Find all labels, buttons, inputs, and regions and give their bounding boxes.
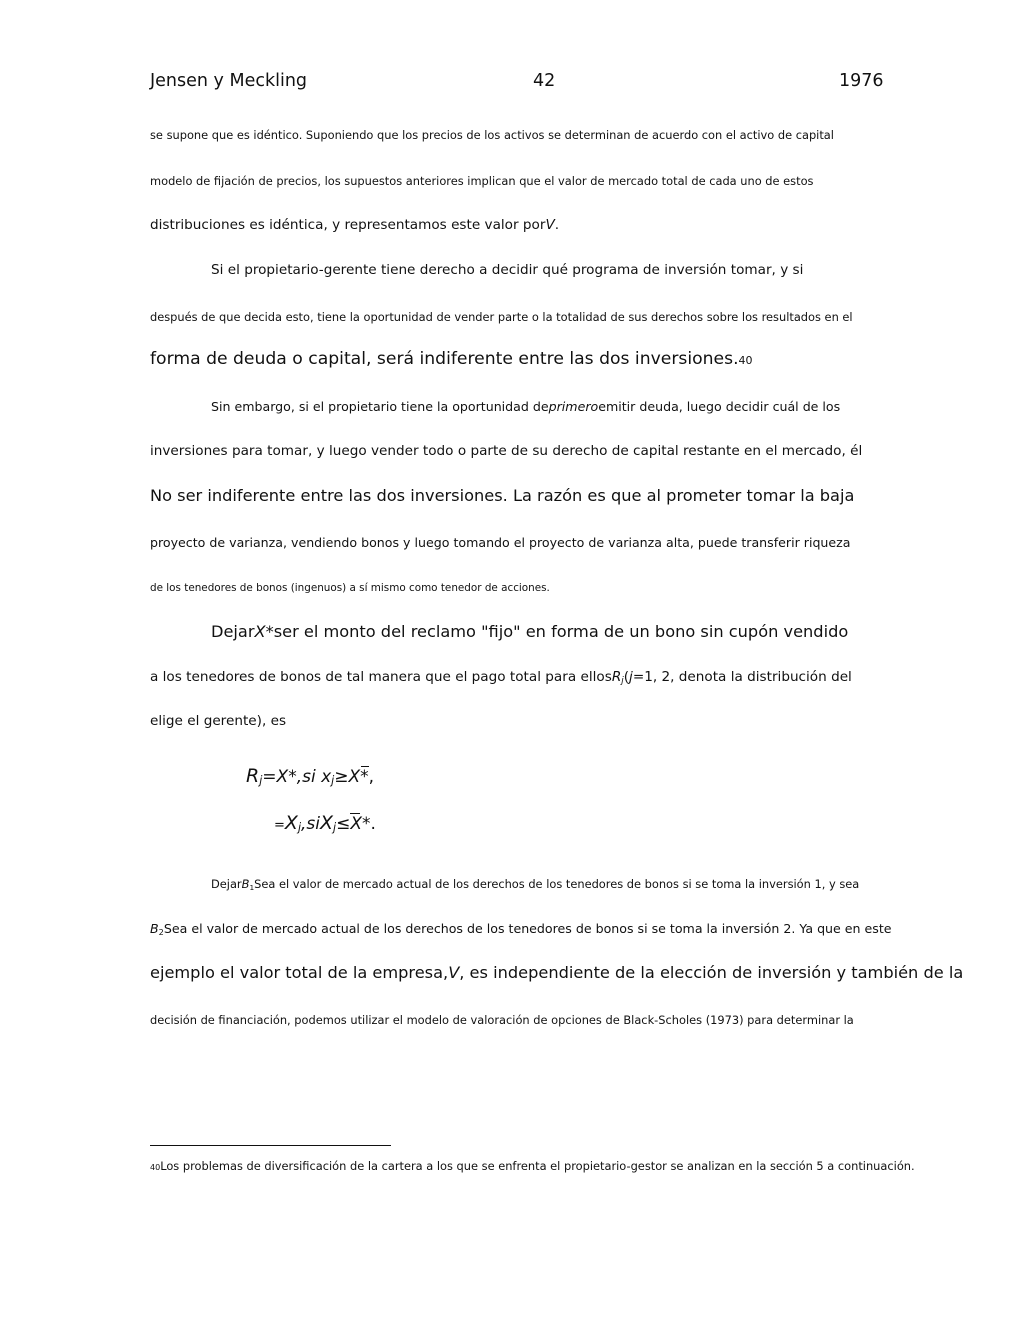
page-number: 42 — [533, 71, 556, 91]
text-line-10: proyecto de varianza, vendiendo bonos y luego tomando el proyecto de varianza alta, puede transferir riqueza — [150, 535, 851, 550]
footnote-separator — [150, 1145, 391, 1146]
overbar-2 — [350, 813, 360, 814]
text-line-3: distribuciones es idéntica, y representamos este valor porV. — [150, 217, 560, 233]
text-line-18: ejemplo el valor total de la empresa,V, es independiente de la elección de inversión y también de la — [150, 963, 964, 982]
running-header-year: 1976 — [839, 71, 884, 91]
footnote-number: 40 — [150, 1163, 161, 1172]
text-line-2: modelo de fijación de precios, los supuestos anteriores implican que el valor de mercado total de cada uno de estos — [150, 174, 814, 188]
text-line-17: $B_2Sea$ el valor de mercado actual de los derechos de los tenedores de bonos si se toma la inversión 2. Ya que en este — [150, 921, 892, 937]
text-line-6: forma de deuda o capital, será indiferente entre las dos inversiones.40 — [150, 349, 753, 369]
text-line-11: de los tenedores de bonos (ingenuos) a sí mismo como tenedor de acciones. — [150, 582, 550, 594]
text-line-1: se supone que es idéntico. Suponiendo que los precios de los activos se determinan de acuerdo con el activo de capital — [150, 128, 834, 142]
footnote-40: 40Los problemas de diversificación de la cartera a los que se enfrenta el propietario-gestor se analizan en la sección 5 a continuación. — [150, 1159, 915, 1173]
text-line-16: DejarB$_1$Sea el valor de mercado actual de los derechos de los tenedores de bonos si se toma la inversión 1, y sea — [211, 877, 860, 892]
running-header-authors: Jensen y Meckling — [150, 71, 308, 91]
formula-row-2: $=X_j,siX_j\le X*$. — [274, 812, 376, 834]
text-line-19: decisión de financiación, podemos utilizar el modelo de valoración de opciones de Black-Scholes (1973) para determinar la — [150, 1013, 854, 1027]
text-line-7: Sin embargo, si el propietario tiene la oportunidad deprimeroemitir deuda, luego decidir cuál de los — [211, 399, 841, 414]
text-line-12: DejarX*ser el monto del reclamo "fijo" en forma de un bono sin cupón vendido — [211, 622, 849, 641]
overbar-1 — [361, 766, 369, 767]
text-line-5: después de que decida esto, tiene la oportunidad de vender parte o la totalidad de sus derechos sobre los resultados en el — [150, 310, 853, 324]
text-line-4: Si el propietario-gerente tiene derecho a decidir qué programa de inversión tomar, y si — [211, 262, 804, 278]
text-line-13: a los tenedores de bonos de tal manera que el pago total para ellosR$_j$(j=1, 2, denota la distribución del — [150, 669, 852, 686]
formula-row-1: $R_j=X*,si$ $x_j\ge X*$, — [246, 765, 375, 787]
footnote-ref-40: 40 — [738, 354, 753, 367]
text-line-9: No ser indiferente entre las dos inversiones. La razón es que al prometer tomar la baja — [150, 486, 855, 505]
text-line-8: inversiones para tomar, y luego vender todo o parte de su derecho de capital restante en el mercado, él — [150, 443, 863, 459]
text-line-14: elige el gerente), es — [150, 713, 287, 729]
